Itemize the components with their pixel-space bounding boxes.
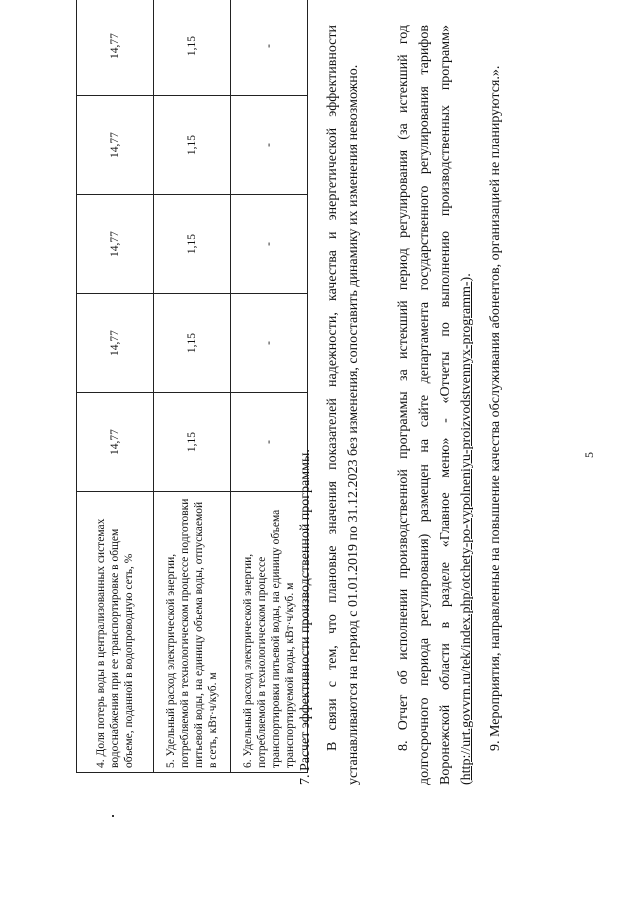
table-cell: - [231,0,308,96]
section-8-paragraph [393,25,477,785]
table-cell: 1,15 [154,0,231,96]
section-7-heading: 7. Расчет эффективности производственной программы. [298,449,313,785]
table-cell: - [231,294,308,393]
table-row [77,0,154,773]
table-cell: 14,77 [77,96,154,195]
table-cell: 14,77 [77,195,154,294]
section-9-paragraph: 9. Мероприятия, направленные на повышение качества обслуживания абонентов, организацией не планируются.». [488,65,503,751]
table-cell: - [231,393,308,492]
indicator-label: 6. Удельный расход электрической энергии, потребляемой в технологическом процессе транспортировки питьевой воды, на единицу объема транспортируемой воды, кВт·ч/куб. м [231,492,308,773]
indicator-label: 5. Удельный расход электрической энергии, потребляемой в технологическом процессе подготовки питьевой воды, на единицу объема воды, отпускаемой в сеть, кВт·ч/куб. м [154,492,231,773]
indicator-label: 4. Доля потерь воды в централизованных системах водоснабжения при ее транспортировке в общем объеме, поданной в водопроводную сеть, % [77,492,154,773]
table-cell: 14,77 [77,294,154,393]
indicators-table [76,0,308,773]
scan-artifact [112,815,114,817]
table-cell: 14,77 [77,393,154,492]
section-8-text-end: ). [459,273,474,282]
table-cell: 1,15 [154,393,231,492]
page-number: 5 [582,452,596,458]
table-cell: 1,15 [154,96,231,195]
report-link[interactable]: http://urt.govvrn.ru/tek/index.php/otchety-po-vypolneniyu-proizvodstvennyx-programm- [459,281,474,781]
table-row [154,0,231,773]
table-cell: 1,15 [154,294,231,393]
table-cell: - [231,96,308,195]
table-cell: 1,15 [154,195,231,294]
table-cell: - [231,195,308,294]
section-7-paragraph: В связи с тем, что плановые значения показателей надежности, качества и энергетической эффективности устанавливаются на период с 01.01.2019 по 31.12.2023 без изменения, сопоставить динамику их изменения невозможно. [325,25,361,785]
table-cell: 14,77 [77,0,154,96]
section-8-text: 8. Отчет об исполнении производственной программы за истекший период регулирования (за истекший год долгосрочного периода регулирования) размещен на сайте департамента государственного регулирования тарифов Воронежской области в разделе «Главное меню» - «Отчеты по выполнению производственных программ» ( [396,25,474,785]
